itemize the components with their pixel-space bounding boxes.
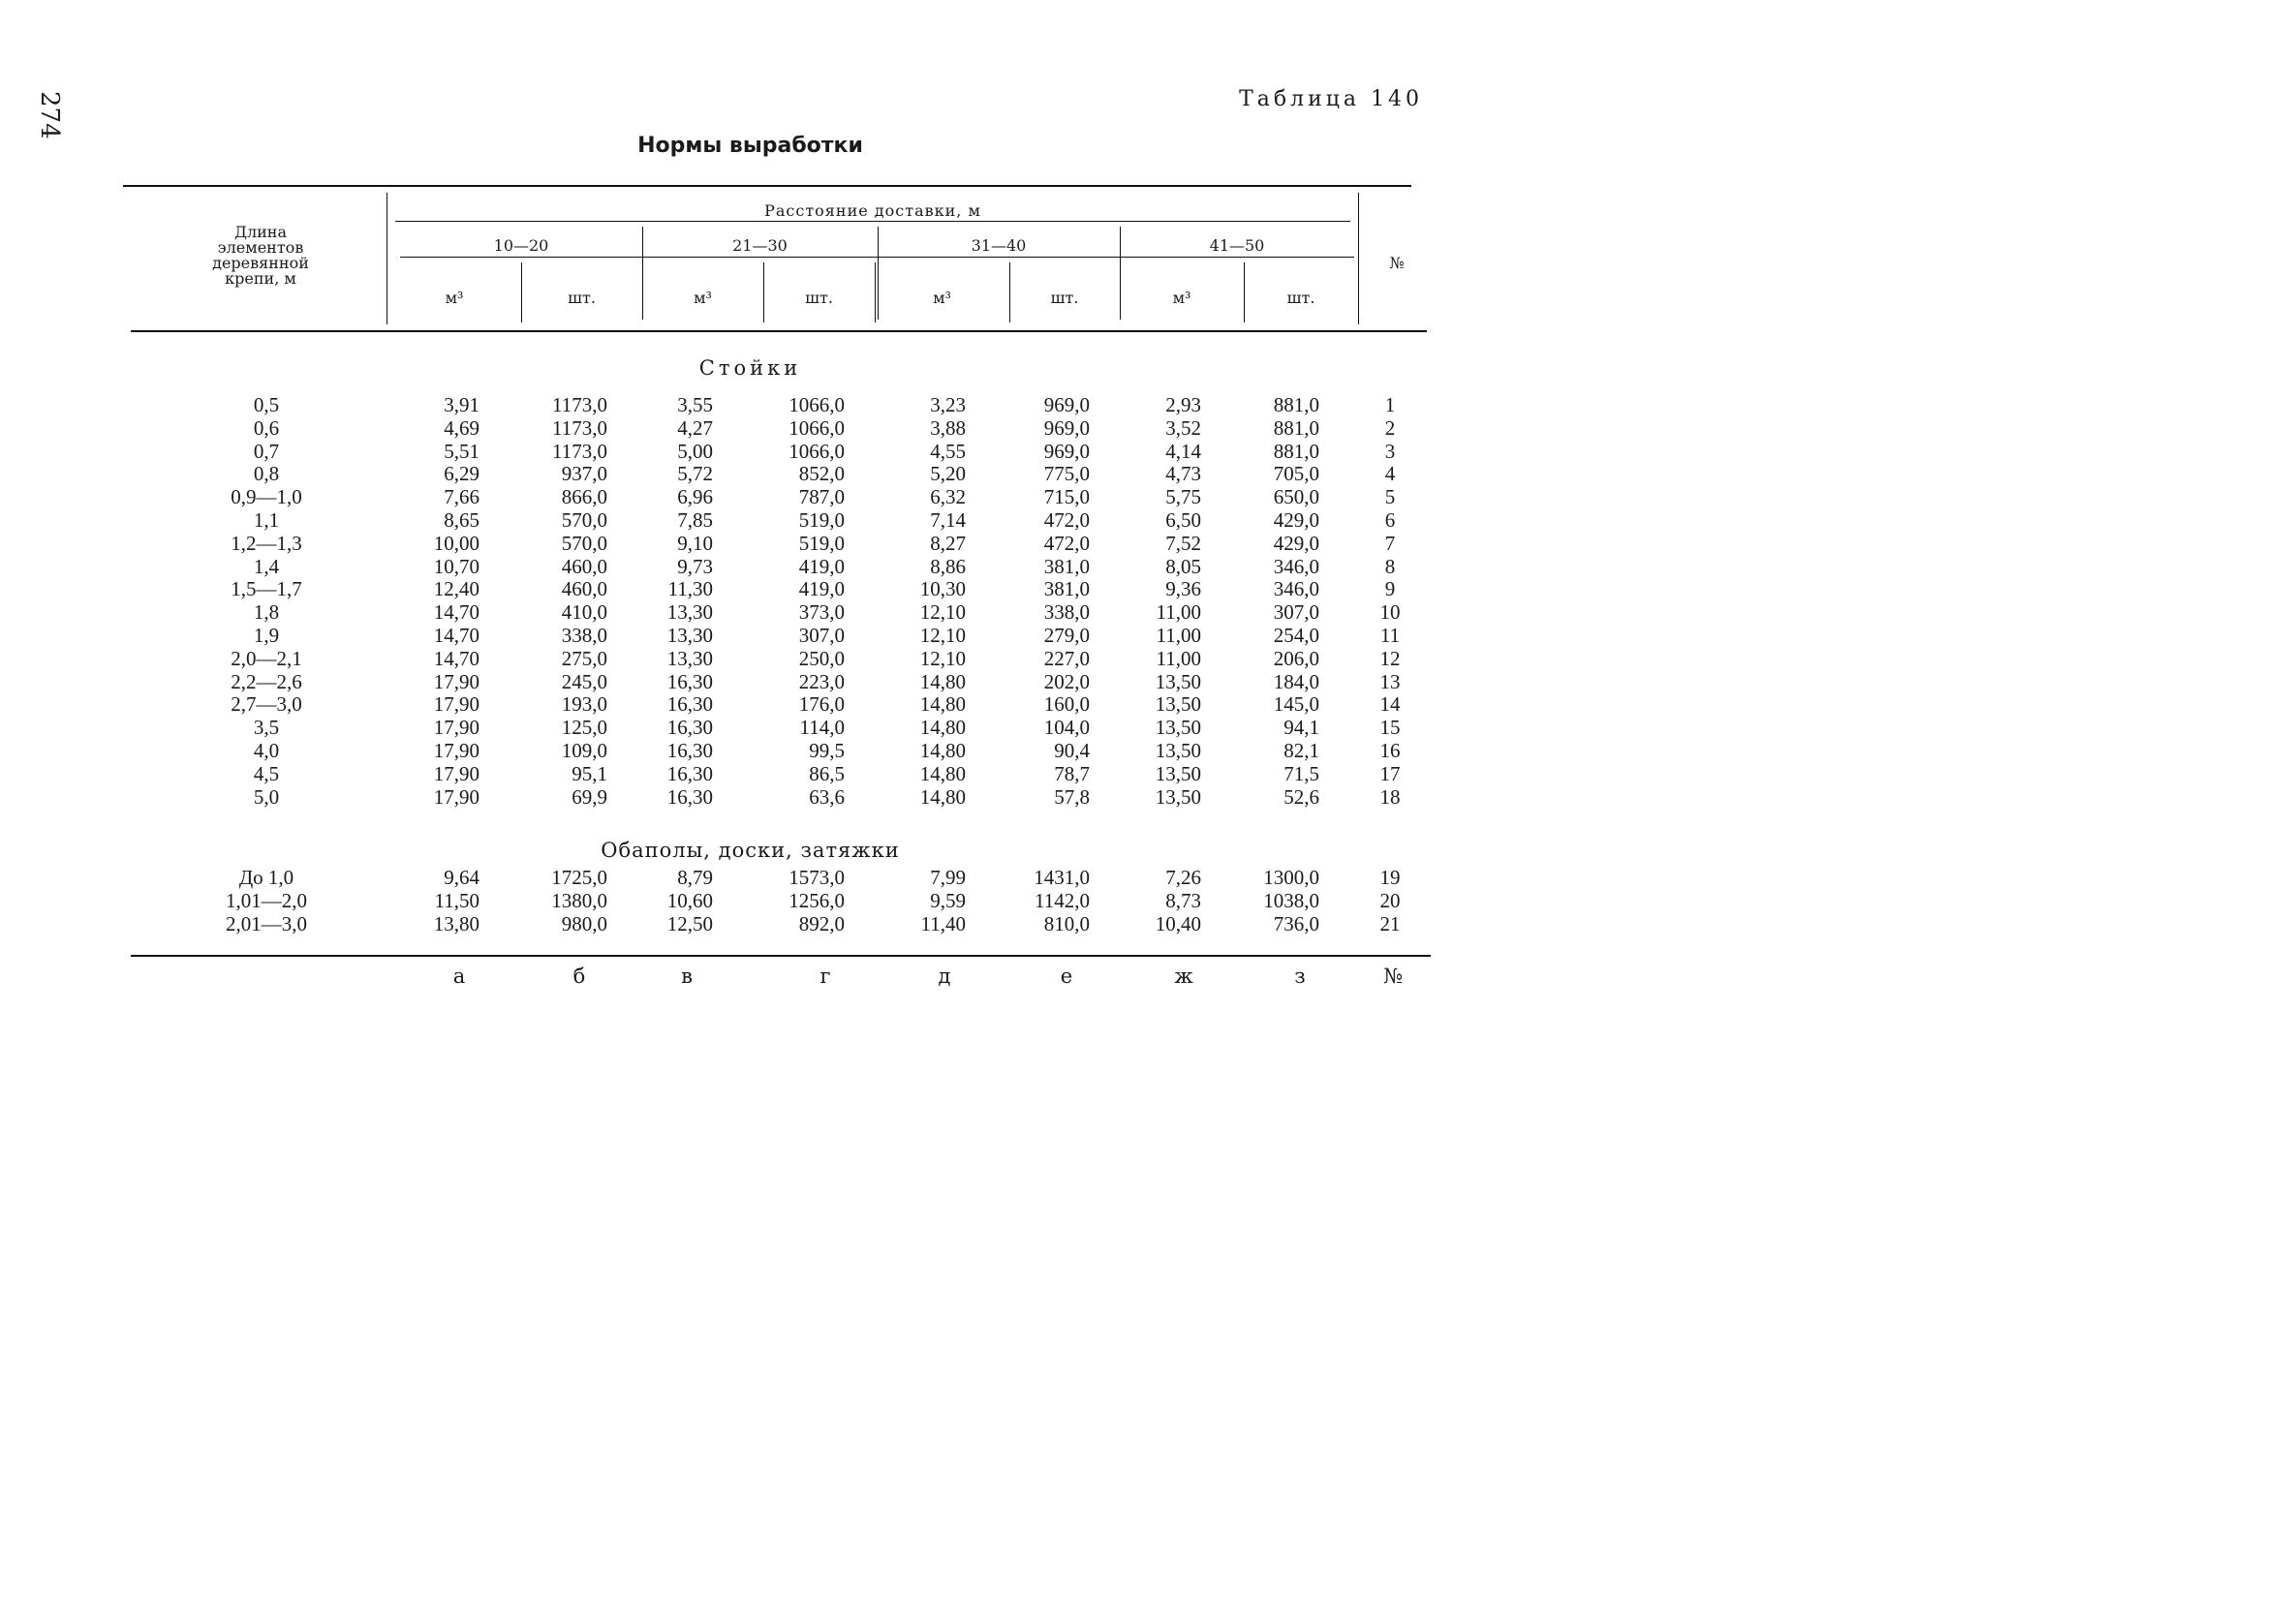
- table-cell: 193,0: [561, 692, 607, 716]
- table-cell: 245,0: [561, 670, 607, 693]
- table-cell: 7,85: [677, 508, 713, 532]
- table-cell: 1173,0: [552, 440, 607, 463]
- table-cell: 4,14: [1165, 440, 1201, 463]
- table-cell: 715,0: [1043, 485, 1090, 508]
- distance-rule: [395, 221, 1350, 222]
- row-length-cell: 2,2—2,6: [231, 670, 302, 693]
- unit-header-pcs: шт.: [568, 289, 596, 307]
- table-cell: 104,0: [1043, 716, 1090, 739]
- table-cell: 4,55: [930, 440, 966, 463]
- row-length-cell: 0,5: [253, 393, 280, 416]
- table-cell: 52,6: [1283, 785, 1319, 809]
- table-cell: 184,0: [1273, 670, 1319, 693]
- row-length-cell: 0,8: [253, 462, 280, 485]
- table-cell: 176,0: [798, 692, 845, 716]
- table-cell: 1256,0: [788, 889, 845, 912]
- range-header: 10—20: [493, 236, 549, 255]
- row-length-cell: 0,9—1,0: [231, 485, 302, 508]
- distance-header: Расстояние доставки, м: [764, 201, 981, 220]
- table-cell: 17,90: [433, 670, 479, 693]
- table-cell: 7,52: [1165, 532, 1201, 555]
- table-cell: 63,6: [809, 785, 845, 809]
- row-length-cell: 2,0—2,1: [231, 647, 302, 670]
- table-cell: 16,30: [666, 670, 713, 693]
- table-cell: 109,0: [561, 739, 607, 762]
- row-length-cell: До 1,0: [238, 866, 294, 889]
- row-length-cell: 1,8: [253, 600, 280, 624]
- table-cell: 13,50: [1155, 692, 1201, 716]
- table-cell: 381,0: [1043, 555, 1090, 578]
- table-cell: 8,27: [930, 532, 966, 555]
- table-cell: 3,23: [930, 393, 966, 416]
- table-cell: 95,1: [572, 762, 607, 785]
- row-number-cell: 14: [1379, 692, 1401, 716]
- table-cell: 10,60: [666, 889, 713, 912]
- number-column-header: №: [1389, 254, 1405, 272]
- table-cell: 13,50: [1155, 716, 1201, 739]
- table-cell: 13,50: [1155, 785, 1201, 809]
- table-cell: 7,14: [930, 508, 966, 532]
- table-cell: 937,0: [561, 462, 607, 485]
- table-cell: 17,90: [433, 716, 479, 739]
- row-number-cell: 2: [1384, 416, 1396, 440]
- table-cell: 5,72: [677, 462, 713, 485]
- table-cell: 373,0: [798, 600, 845, 624]
- table-cell: 969,0: [1043, 416, 1090, 440]
- row-number-cell: 7: [1384, 532, 1396, 555]
- table-cell: 13,50: [1155, 739, 1201, 762]
- footer-label: д: [938, 965, 951, 988]
- table-cell: 11,50: [434, 889, 479, 912]
- table-cell: 1380,0: [551, 889, 607, 912]
- table-cell: 3,91: [444, 393, 479, 416]
- table-cell: 519,0: [798, 508, 845, 532]
- table-cell: 519,0: [798, 532, 845, 555]
- table-cell: 3,55: [677, 393, 713, 416]
- table-cell: 6,29: [444, 462, 479, 485]
- table-cell: 6,32: [930, 485, 966, 508]
- table-cell: 145,0: [1273, 692, 1319, 716]
- table-cell: 338,0: [1043, 600, 1090, 624]
- row-number-cell: 9: [1384, 577, 1396, 600]
- table-cell: 7,66: [444, 485, 479, 508]
- table-cell: 11,30: [667, 577, 713, 600]
- table-top-rule: [123, 185, 1411, 187]
- table-cell: 881,0: [1273, 416, 1319, 440]
- row-number-cell: 5: [1384, 485, 1396, 508]
- table-cell: 5,75: [1165, 485, 1201, 508]
- footer-label: ж: [1174, 965, 1193, 988]
- table-cell: 69,9: [572, 785, 607, 809]
- table-cell: 1431,0: [1034, 866, 1090, 889]
- table-cell: 86,5: [809, 762, 845, 785]
- table-cell: 9,59: [930, 889, 966, 912]
- table-cell: 866,0: [561, 485, 607, 508]
- table-cell: 12,10: [919, 647, 966, 670]
- table-cell: 419,0: [798, 555, 845, 578]
- table-cell: 650,0: [1273, 485, 1319, 508]
- table-cell: 1066,0: [788, 440, 845, 463]
- table-cell: 9,36: [1165, 577, 1201, 600]
- table-cell: 14,70: [433, 647, 479, 670]
- table-cell: 17,90: [433, 785, 479, 809]
- table-cell: 16,30: [666, 739, 713, 762]
- table-cell: 5,20: [930, 462, 966, 485]
- table-cell: 16,30: [666, 762, 713, 785]
- table-cell: 13,50: [1155, 670, 1201, 693]
- table-cell: 775,0: [1043, 462, 1090, 485]
- table-cell: 114,0: [799, 716, 845, 739]
- table-cell: 852,0: [798, 462, 845, 485]
- footer-label: а: [452, 965, 466, 988]
- table-cell: 94,1: [1283, 716, 1319, 739]
- table-cell: 429,0: [1273, 508, 1319, 532]
- table-cell: 1142,0: [1035, 889, 1090, 912]
- unit-header-pcs: шт.: [1286, 289, 1315, 307]
- table-cell: 82,1: [1283, 739, 1319, 762]
- table-cell: 254,0: [1273, 624, 1319, 647]
- table-cell: 8,05: [1165, 555, 1201, 578]
- table-cell: 14,80: [919, 692, 966, 716]
- table-cell: 346,0: [1273, 577, 1319, 600]
- row-number-cell: 3: [1384, 440, 1396, 463]
- row-number-cell: 4: [1384, 462, 1396, 485]
- table-cell: 202,0: [1043, 670, 1090, 693]
- table-cell: 969,0: [1043, 393, 1090, 416]
- table-cell: 810,0: [1043, 912, 1090, 935]
- table-cell: 14,70: [433, 600, 479, 624]
- row-length-cell: 1,01—2,0: [226, 889, 307, 912]
- table-cell: 78,7: [1054, 762, 1090, 785]
- table-cell: 1173,0: [552, 393, 607, 416]
- row-number-cell: 17: [1379, 762, 1401, 785]
- table-cell: 9,64: [444, 866, 479, 889]
- footer-label: б: [572, 965, 586, 988]
- table-cell: 429,0: [1273, 532, 1319, 555]
- table-cell: 7,99: [930, 866, 966, 889]
- table-cell: 17,90: [433, 692, 479, 716]
- row-length-cell: 0,6: [253, 416, 280, 440]
- table-cell: 1066,0: [788, 393, 845, 416]
- footer-label: г: [819, 965, 831, 988]
- table-cell: 16,30: [666, 716, 713, 739]
- unit-header-m3: м³: [694, 289, 712, 307]
- table-cell: 14,80: [919, 762, 966, 785]
- table-cell: 980,0: [561, 912, 607, 935]
- table-cell: 3,52: [1165, 416, 1201, 440]
- unit-header-pcs: шт.: [1050, 289, 1079, 307]
- table-cell: 90,4: [1054, 739, 1090, 762]
- table-cell: 736,0: [1273, 912, 1319, 935]
- table-cell: 3,88: [930, 416, 966, 440]
- table-cell: 275,0: [561, 647, 607, 670]
- unit-header-m3: м³: [1172, 289, 1191, 307]
- table-cell: 13,80: [433, 912, 479, 935]
- row-number-cell: 16: [1379, 739, 1401, 762]
- table-cell: 381,0: [1043, 577, 1090, 600]
- page-title: Нормы выработки: [637, 134, 863, 158]
- table-cell: 12,50: [666, 912, 713, 935]
- range-header: 31—40: [971, 236, 1027, 255]
- table-cell: 12,10: [919, 624, 966, 647]
- table-cell: 460,0: [561, 555, 607, 578]
- section-title: Обаполы, доски, затяжки: [601, 839, 900, 862]
- table-cell: 223,0: [798, 670, 845, 693]
- table-cell: 16,30: [666, 692, 713, 716]
- row-number-cell: 15: [1379, 716, 1401, 739]
- row-number-cell: 12: [1379, 647, 1401, 670]
- table-cell: 1725,0: [551, 866, 607, 889]
- table-cell: 13,30: [666, 624, 713, 647]
- table-cell: 5,51: [444, 440, 479, 463]
- unit-header-m3: м³: [445, 289, 464, 307]
- table-cell: 570,0: [561, 532, 607, 555]
- table-cell: 17,90: [433, 762, 479, 785]
- page-number: 274: [35, 91, 64, 139]
- header-bottom-rule: [131, 330, 1427, 332]
- row-number-cell: 19: [1379, 866, 1401, 889]
- footer-label: №: [1383, 965, 1403, 988]
- table-label: Таблица 140: [1239, 87, 1423, 111]
- row-length-cell: 4,0: [253, 739, 280, 762]
- table-cell: 346,0: [1273, 555, 1319, 578]
- unit-header-m3: м³: [933, 289, 951, 307]
- table-cell: 14,80: [919, 716, 966, 739]
- row-number-cell: 8: [1384, 555, 1396, 578]
- table-cell: 4,73: [1165, 462, 1201, 485]
- row-length-cell: 1,4: [253, 555, 280, 578]
- table-cell: 8,65: [444, 508, 479, 532]
- table-cell: 881,0: [1273, 440, 1319, 463]
- table-cell: 10,40: [1155, 912, 1201, 935]
- table-cell: 307,0: [798, 624, 845, 647]
- row-length-cell: 3,5: [253, 716, 280, 739]
- table-cell: 705,0: [1273, 462, 1319, 485]
- table-cell: 1300,0: [1263, 866, 1319, 889]
- table-cell: 338,0: [561, 624, 607, 647]
- table-cell: 99,5: [809, 739, 845, 762]
- row-length-cell: 1,9: [253, 624, 280, 647]
- table-cell: 8,86: [930, 555, 966, 578]
- table-cell: 11,40: [920, 912, 966, 935]
- row-number-cell: 18: [1379, 785, 1401, 809]
- table-cell: 5,00: [677, 440, 713, 463]
- row-length-cell: 1,2—1,3: [231, 532, 302, 555]
- table-cell: 160,0: [1043, 692, 1090, 716]
- table-cell: 12,10: [919, 600, 966, 624]
- table-cell: 6,50: [1165, 508, 1201, 532]
- row-number-cell: 20: [1379, 889, 1401, 912]
- table-cell: 125,0: [561, 716, 607, 739]
- table-cell: 2,93: [1165, 393, 1201, 416]
- table-cell: 206,0: [1273, 647, 1319, 670]
- table-cell: 892,0: [798, 912, 845, 935]
- table-cell: 1173,0: [552, 416, 607, 440]
- range-header: 21—30: [732, 236, 788, 255]
- table-cell: 4,69: [444, 416, 479, 440]
- table-cell: 881,0: [1273, 393, 1319, 416]
- table-cell: 14,80: [919, 785, 966, 809]
- table-cell: 307,0: [1273, 600, 1319, 624]
- table-cell: 1038,0: [1263, 889, 1319, 912]
- table-cell: 419,0: [798, 577, 845, 600]
- table-cell: 57,8: [1054, 785, 1090, 809]
- table-cell: 8,73: [1165, 889, 1201, 912]
- table-cell: 787,0: [798, 485, 845, 508]
- table-cell: 4,27: [677, 416, 713, 440]
- table-cell: 472,0: [1043, 532, 1090, 555]
- unit-header-pcs: шт.: [805, 289, 833, 307]
- table-cell: 250,0: [798, 647, 845, 670]
- row-length-cell: 4,5: [253, 762, 280, 785]
- table-cell: 227,0: [1043, 647, 1090, 670]
- table-cell: 13,30: [666, 600, 713, 624]
- row-length-cell: 0,7: [253, 440, 280, 463]
- table-cell: 8,79: [677, 866, 713, 889]
- table-cell: 17,90: [433, 739, 479, 762]
- row-number-cell: 1: [1384, 393, 1396, 416]
- table-cell: 10,30: [919, 577, 966, 600]
- row-number-cell: 6: [1384, 508, 1396, 532]
- table-cell: 9,73: [677, 555, 713, 578]
- table-cell: 279,0: [1043, 624, 1090, 647]
- table-cell: 14,80: [919, 670, 966, 693]
- table-cell: 16,30: [666, 785, 713, 809]
- section-title: Стойки: [698, 356, 802, 380]
- footer-label: е: [1060, 965, 1073, 988]
- table-cell: 6,96: [677, 485, 713, 508]
- table-cell: 7,26: [1165, 866, 1201, 889]
- row-length-cell: 5,0: [253, 785, 280, 809]
- row-number-cell: 10: [1379, 600, 1401, 624]
- table-cell: 11,00: [1156, 600, 1201, 624]
- table-cell: 472,0: [1043, 508, 1090, 532]
- table-cell: 71,5: [1283, 762, 1319, 785]
- table-cell: 9,10: [677, 532, 713, 555]
- length-column-header: Длина элементов деревянной крепи, м: [212, 223, 309, 288]
- footer-label: з: [1294, 965, 1306, 988]
- table-cell: 12,40: [433, 577, 479, 600]
- table-cell: 969,0: [1043, 440, 1090, 463]
- row-length-cell: 2,7—3,0: [231, 692, 302, 716]
- row-number-cell: 13: [1379, 670, 1401, 693]
- table-cell: 1573,0: [788, 866, 845, 889]
- table-cell: 460,0: [561, 577, 607, 600]
- table-cell: 570,0: [561, 508, 607, 532]
- table-cell: 13,50: [1155, 762, 1201, 785]
- table-cell: 13,30: [666, 647, 713, 670]
- table-cell: 14,70: [433, 624, 479, 647]
- table-cell: 10,00: [433, 532, 479, 555]
- table-cell: 410,0: [561, 600, 607, 624]
- table-cell: 14,80: [919, 739, 966, 762]
- table-cell: 1066,0: [788, 416, 845, 440]
- row-number-cell: 21: [1379, 912, 1401, 935]
- row-length-cell: 1,1: [253, 508, 280, 532]
- table-cell: 10,70: [433, 555, 479, 578]
- table-cell: 11,00: [1156, 647, 1201, 670]
- footer-label: в: [681, 965, 693, 988]
- row-number-cell: 11: [1379, 624, 1401, 647]
- table-cell: 11,00: [1156, 624, 1201, 647]
- row-length-cell: 2,01—3,0: [226, 912, 307, 935]
- range-header: 41—50: [1209, 236, 1265, 255]
- table-bottom-rule: [131, 955, 1431, 957]
- row-length-cell: 1,5—1,7: [231, 577, 302, 600]
